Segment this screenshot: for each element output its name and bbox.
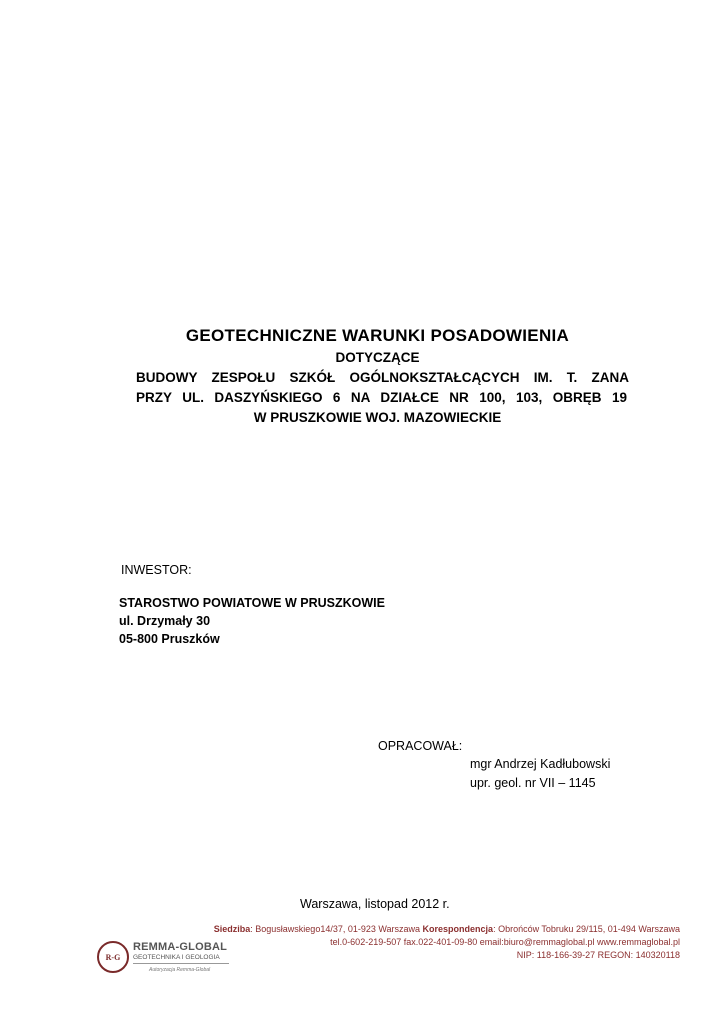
investor-label: INWESTOR: [121, 563, 192, 577]
logo-name: REMMA-GLOBAL [133, 941, 228, 953]
investor-name: STAROSTWO POWIATOWE W PRUSZKOWIE [119, 596, 385, 610]
investor-street: ul. Drzymały 30 [119, 614, 211, 628]
logo-subtitle: GEOTECHNIKA I GEOLOGIA [133, 954, 220, 961]
author-name: mgr Andrzej Kadłubowski [470, 757, 611, 771]
author-label: OPRACOWAŁ: [378, 739, 463, 753]
footer-ids: NIP: 118-166-39-27 REGON: 140320118 [516, 950, 680, 960]
title-block [100, 324, 655, 428]
footer-contacts: tel.0-602-219-507 fax.022-401-09-80 email:biuro@remmaglobal.pl www.remmaglobal.pl [330, 937, 680, 947]
author-license: upr. geol. nr VII – 1145 [470, 776, 596, 790]
footer [95, 923, 685, 983]
place-date: Warszawa, listopad 2012 r. [300, 897, 450, 911]
investor-city: 05-800 Pruszków [119, 632, 220, 646]
author-block [470, 755, 610, 793]
title-line-4: PRZY UL. DASZYŃSKIEGO 6 NA DZIAŁCE NR 100, 103, OBRĘB 19 [136, 390, 627, 405]
title-line-5: W PRUSZKOWIE WOJ. MAZOWIECKIE [253, 410, 502, 425]
correspondence-label: Korespondencja [422, 924, 494, 934]
footer-contact [214, 923, 680, 962]
seat-label: Siedziba [213, 924, 251, 934]
footer-address-line [214, 923, 680, 936]
document-title: GEOTECHNICZNE WARUNKI POSADOWIENIA [185, 326, 570, 345]
title-line-2: DOTYCZĄCE [335, 350, 420, 365]
title-line-3: BUDOWY ZESPOŁU SZKÓŁ OGÓLNOKSZTAŁCĄCYCH IM. T. ZANA [136, 370, 629, 385]
logo-divider [133, 963, 229, 964]
correspondence-value: : Obrońców Tobruku 29/115, 01-494 Warszawa [493, 924, 680, 934]
seat-value: : Bogusławskiego14/37, 01-923 Warszawa [250, 924, 423, 934]
investor-block [119, 594, 385, 648]
logo-mark-icon: R-G [97, 941, 129, 973]
logo-tagline: Autoryzacja Remma-Global [149, 967, 211, 973]
